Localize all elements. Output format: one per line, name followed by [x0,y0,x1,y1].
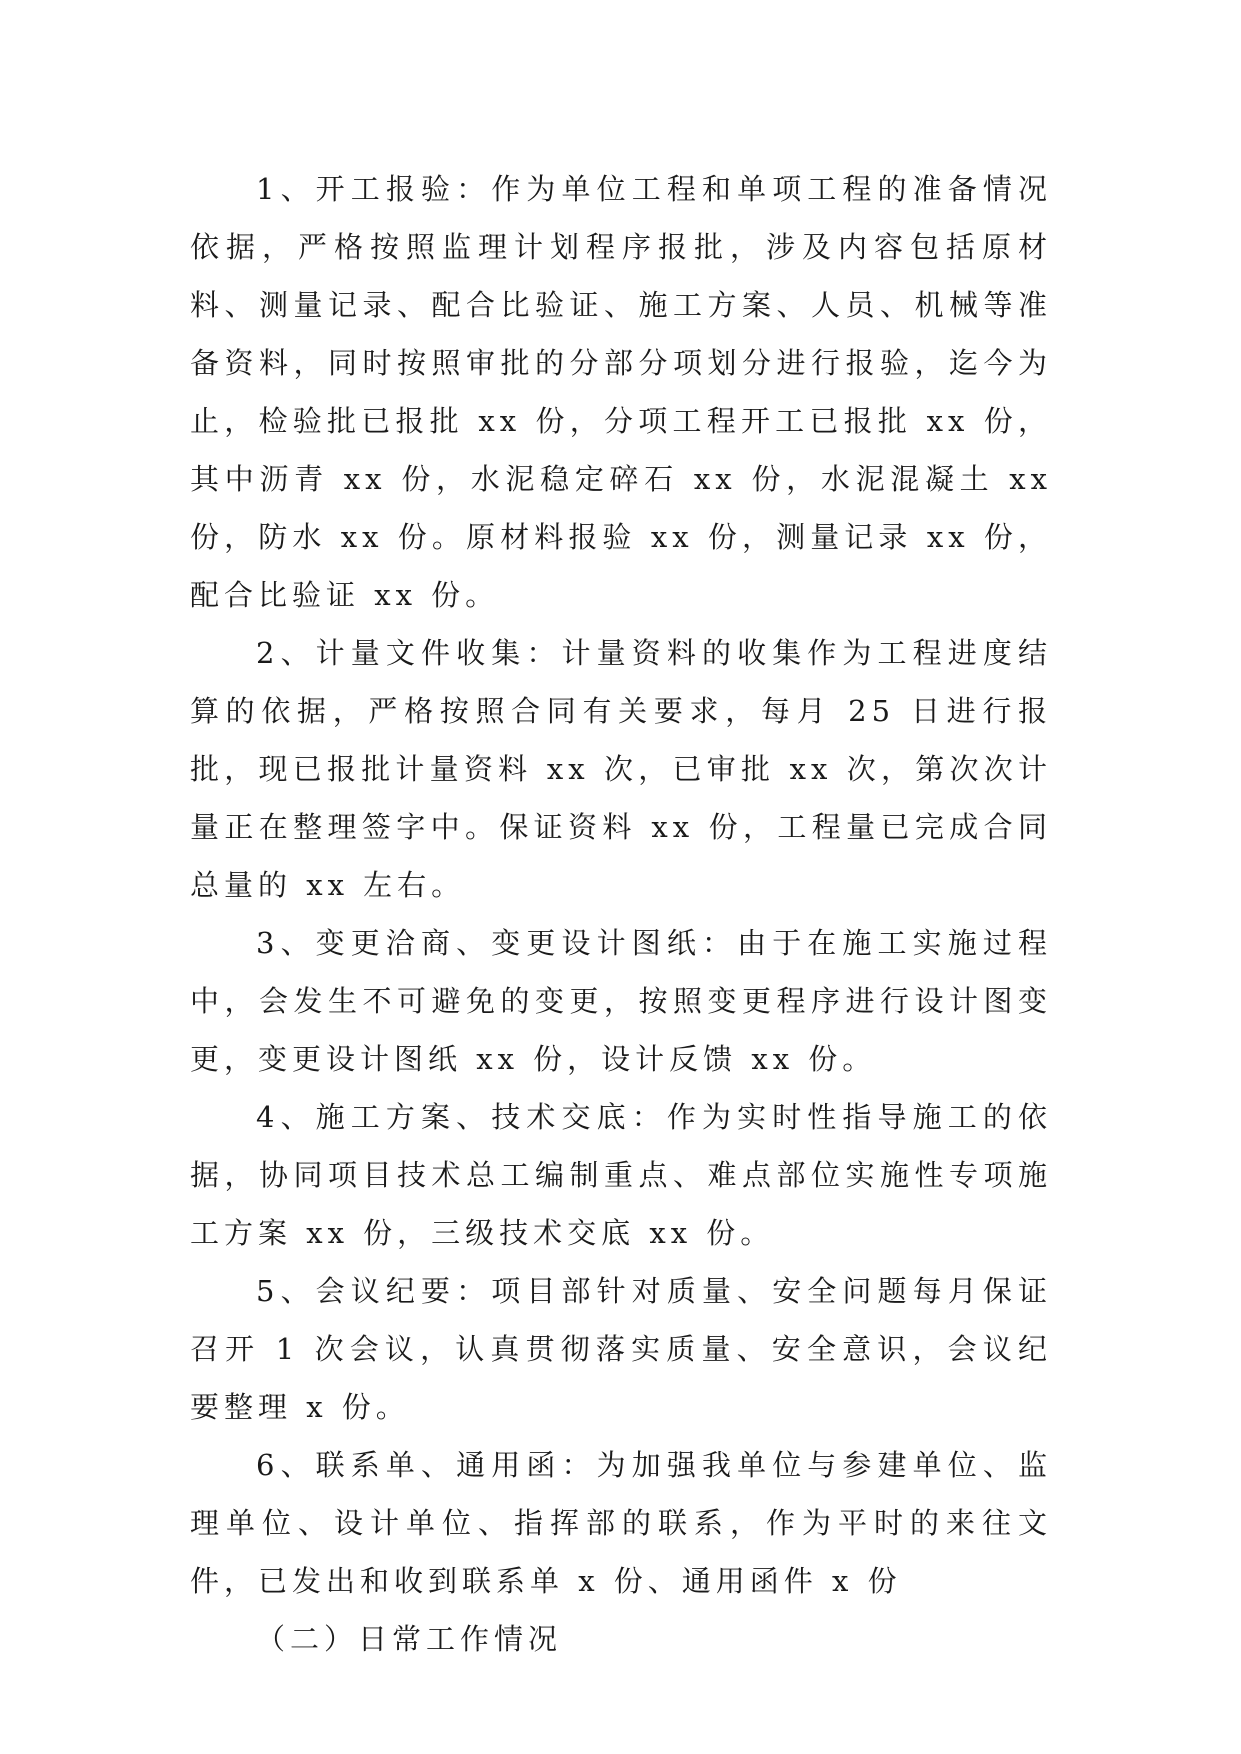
document-body [190,160,1052,1668]
paragraph-measurement-files: 2、计量文件收集：计量资料的收集作为工程进度结算的依据，严格按照合同有关要求，每月 25 日进行报批，现已报批计量资料 xx 次，已审批 xx 次，第次次计量正在整理签字中。保证资料 xx 份，工程量已完成合同总量的 xx 左右。 [190,636,1052,902]
paragraph-design-changes: 3、变更洽商、变更设计图纸：由于在施工实施过程中，会发生不可避免的变更，按照变更程序进行设计图变更，变更设计图纸 xx 份，设计反馈 xx 份。 [190,926,1052,1076]
paragraph-start-report: 1、开工报验：作为单位工程和单项工程的准备情况依据，严格按照监理计划程序报批，涉及内容包括原材料、测量记录、配合比验证、施工方案、人员、机械等准备资料，同时按照审批的分部分项划分进行报验，迄今为止，检验批已报批 xx 份，分项工程开工已报批 xx 份，其中沥青 xx 份，水泥稳定碎石 xx 份，水泥混凝土 xx 份，防水 xx 份。原材料报验 xx 份，测量记录 xx 份，配合比验证 xx 份。 [190,172,1052,612]
paragraph-construction-plan: 4、施工方案、技术交底：作为实时性指导施工的依据，协同项目技术总工编制重点、难点部位实施性专项施工方案 xx 份，三级技术交底 xx 份。 [190,1100,1052,1250]
paragraph-contact-letters: 6、联系单、通用函：为加强我单位与参建单位、监理单位、设计单位、指挥部的联系，作为平时的来往文件，已发出和收到联系单 x 份、通用函件 x 份 [190,1448,1052,1598]
paragraph-meeting-minutes: 5、会议纪要：项目部针对质量、安全问题每月保证召开 1 次会议，认真贯彻落实质量、安全意识，会议纪要整理 x 份。 [190,1274,1052,1424]
section-heading: （二）日常工作情况 [256,1622,563,1656]
